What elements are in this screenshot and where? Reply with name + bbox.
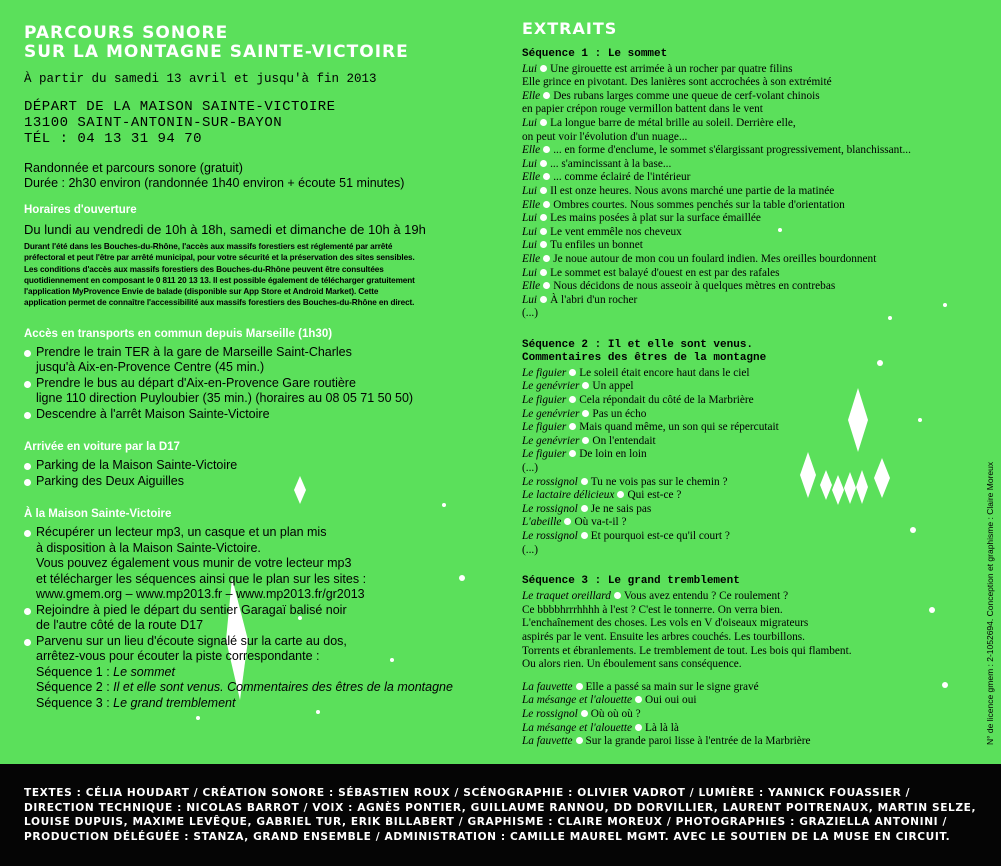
bullet-dot-icon <box>564 518 571 525</box>
speaker-name: La mésange et l'alouette <box>522 694 633 707</box>
credits-line: DIRECTION TECHNIQUE : NICOLAS BARROT / VOIX : AGNÈS PONTIER, GUILLAUME RANNOU, DD DORVILLIER, LAURENT POITRENAUX, MARTIN SELZE, <box>24 801 977 814</box>
dialogue-text: Ombres courtes. Nous sommes penchés sur la table d'orientation <box>553 198 845 211</box>
car-title: Arrivée en voiture par la D17 <box>24 441 180 454</box>
dialogue-text: Une girouette est arrimée à un rocher par quatre filins <box>550 62 793 75</box>
dialogue-line <box>522 294 962 308</box>
dialogue-line <box>522 90 962 104</box>
speaker-name: Lui <box>522 293 538 306</box>
dialogue-line <box>522 117 962 131</box>
horaires-title: Horaires d'ouverture <box>24 204 137 216</box>
dialogue-text: en papier crépon rouge vermillon battent dans le vent <box>522 103 763 116</box>
transport-section <box>24 327 504 423</box>
bullet-dot-icon <box>543 173 550 180</box>
bullet-dot-icon <box>635 696 642 703</box>
dialogue-line <box>522 503 962 517</box>
car-section <box>24 440 504 489</box>
websites-text: www.gmem.org – www.mp2013.fr – www.mp2013.fr/gr2013 <box>36 587 365 602</box>
dialogue-text: aspirés par le vent. Ensuite les arbres couchés. Les tourbillons. <box>522 630 805 643</box>
sequence-item: Séquence 1 : Le sommet <box>36 664 175 679</box>
main-title <box>24 24 504 62</box>
dialogue-line <box>522 63 962 77</box>
bullet-dot-icon <box>569 423 576 430</box>
address-line-2: 13100 SAINT-ANTONIN-SUR-BAYON <box>24 115 283 131</box>
dialogue-text: L'enchaînement des choses. Les vols en V d'oiseaux migrateurs <box>522 617 809 630</box>
speaker-name: Le rossignol <box>522 707 578 720</box>
dialogue-text: ... en forme d'enclume, le sommet s'élargissant progressivement, blanchissant... <box>553 144 911 157</box>
speaker-name: Le figuier <box>522 448 567 461</box>
bullet-dot-icon <box>540 228 547 235</box>
speaker-name: Elle <box>522 198 541 211</box>
dialogue-line <box>522 185 962 199</box>
sequence-3-lines <box>522 590 962 672</box>
speaker-name: Le rossignol <box>522 502 578 515</box>
dialogue-text: Là là là <box>645 721 679 734</box>
notice-line: quotidiennement en composant le 0 811 20 13 13. Il est possible également de télécharger gratuitement <box>24 275 415 285</box>
speaker-name: Lui <box>522 184 538 197</box>
bullet-dot-icon <box>582 410 589 417</box>
credits-line: PRODUCTION DÉLÉGUÉE : STANZA, GRAND ENSEMBLE / ADMINISTRATION : CAMILLE MAUREL MGMT. AVEC LE SOUTIEN DE LA MUSE EN CIRCUIT. <box>24 830 951 843</box>
sequence-item: Séquence 2 : Il et elle sont venus. Commentaires des êtres de la montagne <box>36 680 453 695</box>
address-block <box>24 99 504 147</box>
dialogue-line <box>522 708 962 722</box>
speaker-name: Le genévrier <box>522 407 580 420</box>
sequence-item: Séquence 3 : Le grand tremblement <box>36 695 236 710</box>
horaires-section <box>24 203 504 309</box>
list-item: Parking de la Maison Sainte-Victoire <box>24 458 504 474</box>
dialogue-text: on peut voir l'évolution d'un nuage... <box>522 130 688 143</box>
dialogue-text: Je ne sais pas <box>590 502 652 515</box>
credits-line: TEXTES : CÉLIA HOUDART / CRÉATION SONORE : SÉBASTIEN ROUX / SCÉNOGRAPHIE : OLIVIER VADROT / LUMIÈRE : YANNICK FOUASSIER / <box>24 787 911 799</box>
dialogue-text: ... s'amincissant à la base... <box>550 157 672 170</box>
dialogue-text: Un appel <box>592 380 634 393</box>
speaker-name: Lui <box>522 157 538 170</box>
horaires-main: Du lundi au vendredi de 10h à 18h, samedi et dimanche de 10h à 19h <box>24 222 426 237</box>
dialogue-text: Tu ne vois pas sur le chemin ? <box>590 475 728 488</box>
dialogue-line <box>522 307 962 321</box>
bullet-dot-icon <box>581 710 588 717</box>
dialogue-line <box>522 604 962 618</box>
speaker-name: Le lactaire délicieux <box>522 489 615 502</box>
list-item: Rejoindre à pied le départ du sentier Garagaï balisé noir de l'autre côté de la route D17 <box>24 603 504 634</box>
rando-line-1: Randonnée et parcours sonore (gratuit) <box>24 161 243 175</box>
notice-line: Les conditions d'accès aux massifs forestiers des Bouches-du-Rhône peuvent être consultées <box>24 264 384 274</box>
speaker-name: Lui <box>522 225 538 238</box>
dialogue-text: Les mains posées à plat sur la surface émaillée <box>550 212 761 225</box>
dialogue-line <box>522 544 962 558</box>
dialogue-line <box>522 367 962 381</box>
dialogue-text: Vous avez entendu ? Ce roulement ? <box>623 590 789 603</box>
dialogue-text: Et pourquoi est-ce qu'il court ? <box>590 530 730 542</box>
bullet-dot-icon <box>540 296 547 303</box>
dialogue-line <box>522 631 962 645</box>
speaker-name: La fauvette <box>522 680 573 693</box>
list-item: Parvenu sur un lieu d'écoute signalé sur la carte au dos, arrêtez-vous pour écouter la piste correspondante : <box>24 634 504 665</box>
bullet-dot-icon <box>581 478 588 485</box>
dialogue-text: De loin en loin <box>579 448 647 461</box>
speaker-name: Le traquet oreillard <box>522 590 611 603</box>
dialogue-text: Le sommet est balayé d'ouest en est par des rafales <box>550 266 780 279</box>
dialogue-line <box>522 131 962 145</box>
dialogue-line <box>522 144 962 158</box>
dialogue-line <box>522 76 962 90</box>
bullet-dot-icon <box>543 92 550 99</box>
sequence-3-heading: Séquence 3 : Le grand tremblement <box>522 575 740 588</box>
dialogue-text: Pas un écho <box>592 407 647 420</box>
credits-line: LOUISE DUPUIS, MAXIME LEVÊQUE, GABRIEL TUR, ERIK BILLABERT / GRAPHISME : CLAIRE MOREUX / PHOTOGRAPHIES : GRAZIELLA ANTONINI / <box>24 816 947 829</box>
dialogue-text: Mais quand même, un son qui se répercutait <box>579 421 779 434</box>
speaker-name: Lui <box>522 266 538 279</box>
dialogue-text: Torrents et ébranlements. Le tremblement de tout. Les bois qui flambent. <box>522 644 852 657</box>
speaker-name: Le figuier <box>522 366 567 379</box>
dialogue-line <box>522 394 962 408</box>
dialogue-text: Ou alors rien. Un éboulement sans conséquence. <box>522 658 742 671</box>
dialogue-line <box>522 421 962 435</box>
dialogue-text: Où où où ? <box>590 707 641 720</box>
bullet-dot-icon <box>581 505 588 512</box>
dialogue-line <box>522 408 962 422</box>
dialogue-text: (...) <box>522 543 538 556</box>
right-column <box>522 19 962 749</box>
dialogue-line <box>522 617 962 631</box>
dialogue-line <box>522 199 962 213</box>
bullet-dot-icon <box>576 737 583 744</box>
car-list <box>24 458 504 489</box>
dialogue-line <box>522 530 962 544</box>
sequence-2-heading: Séquence 2 : Il et elle sont venus. Commentaires des êtres de la montagne <box>522 338 767 364</box>
dialogue-line <box>522 103 962 117</box>
dialogue-line <box>522 239 962 253</box>
speaker-name: Le rossignol <box>522 475 578 488</box>
dialogue-text: Je noue autour de mon cou un foulard indien. Mes oreilles bourdonnent <box>553 252 877 265</box>
dialogue-line <box>522 590 962 604</box>
dialogue-text: Tu enfiles un bonnet <box>550 239 643 252</box>
bullet-dot-icon <box>582 437 589 444</box>
dialogue-line <box>522 253 962 267</box>
bullet-dot-icon <box>540 187 547 194</box>
speaker-name: L'abeille <box>522 516 562 529</box>
sequence-list <box>24 665 504 712</box>
dialogue-text: Le soleil était encore haut dans le ciel <box>579 366 750 379</box>
dialogue-text: Des rubans larges comme une queue de cerf-volant chinois <box>553 89 820 102</box>
bullet-dot-icon <box>540 269 547 276</box>
dialogue-text: Elle grince en pivotant. Des lanières sont accrochées à son extrémité <box>522 76 832 89</box>
bullet-dot-icon <box>576 683 583 690</box>
bullet-dot-icon <box>540 214 547 221</box>
list-item: Descendre à l'arrêt Maison Sainte-Victoire <box>24 407 504 423</box>
date-text: À partir du samedi 13 avril et jusqu'à fin 2013 <box>24 72 377 86</box>
title-line-1: PARCOURS SONORE <box>24 23 229 43</box>
list-item: Prendre le bus au départ d'Aix-en-Provence Gare routière ligne 110 direction Puyloubier (35 min.) (horaires au 08 05 71 50 50) <box>24 376 504 407</box>
bullet-dot-icon <box>617 491 624 498</box>
list-item: Prendre le train TER à la gare de Marseille Saint-Charles jusqu'à Aix-en-Provence Centre (45 min.) <box>24 345 504 376</box>
notice-line: application permet de connaître l'accessibilité aux massifs forestiers des Bouches-du-Rhône en direct. <box>24 298 415 308</box>
dialogue-line <box>522 448 962 462</box>
dialogue-line <box>522 735 962 749</box>
dialogue-text: On l'entendait <box>592 434 656 447</box>
dialogue-text: Elle a passé sa main sur le signe gravé <box>585 680 759 693</box>
speaker-name: Elle <box>522 280 541 293</box>
speaker-name: Elle <box>522 252 541 265</box>
speaker-name: Le figuier <box>522 394 567 407</box>
maison-title: À la Maison Sainte-Victoire <box>24 508 172 521</box>
license-text: N° de licence gmem : 2-1052694. Conception et graphisme : Claire Moreux <box>985 461 995 745</box>
sequence-3b-lines <box>522 681 962 749</box>
dialogue-line <box>522 645 962 659</box>
notice-line: l'application MyProvence Envie de balade (disponible sur App Store et Android Market). Cette <box>24 287 379 297</box>
transport-title: Accès en transports en commun depuis Marseille (1h30) <box>24 327 333 340</box>
list-item: Récupérer un lecteur mp3, un casque et un plan mis à disposition à la Maison Sainte-Victoire. Vous pouvez également vous munir de votre lecteur mp3 et télécharger les séquences ainsi que le plan sur les sites : www.gmem.org – www.mp2013.fr – www.mp2013.fr/gr2013 <box>24 525 504 603</box>
list-item: Parking des Deux Aiguilles <box>24 474 504 490</box>
dialogue-text: Où va-t-il ? <box>574 516 627 529</box>
dialogue-line <box>522 158 962 172</box>
phone-number: TÉL : 04 13 31 94 70 <box>24 131 203 147</box>
sequence-1-lines <box>522 63 962 321</box>
dialogue-line <box>522 658 962 672</box>
dialogue-line <box>522 267 962 281</box>
dialogue-text: Le vent emmêle nos cheveux <box>550 225 682 238</box>
speaker-name: Elle <box>522 144 541 157</box>
extraits-title: EXTRAITS <box>522 19 618 38</box>
maison-section <box>24 507 504 711</box>
bullet-dot-icon <box>543 255 550 262</box>
bullet-dot-icon <box>543 146 550 153</box>
dialogue-text: Ce bbbbhrrrhhhh à l'est ? C'est le tonnerre. On verra bien. <box>522 603 783 616</box>
credits-text <box>24 786 984 844</box>
bullet-dot-icon <box>540 65 547 72</box>
speaker-name: Le rossignol <box>522 530 578 542</box>
sequence-1-heading: Séquence 1 : Le sommet <box>522 47 668 60</box>
dialogue-line <box>522 722 962 736</box>
dialogue-line <box>522 489 962 503</box>
speaker-name: Le figuier <box>522 421 567 434</box>
bullet-dot-icon <box>569 450 576 457</box>
dialogue-text: Cela répondait du côté de la Marbrière <box>579 394 754 407</box>
dialogue-line <box>522 226 962 240</box>
bullet-dot-icon <box>569 369 576 376</box>
dialogue-line <box>522 694 962 708</box>
dialogue-text: Qui est-ce ? <box>627 489 682 502</box>
bullet-dot-icon <box>614 592 621 599</box>
dialogue-text: Oui oui oui <box>645 694 697 707</box>
horaires-notice <box>24 241 504 309</box>
dialogue-line <box>522 516 962 530</box>
bullet-dot-icon <box>540 241 547 248</box>
speaker-name: Lui <box>522 212 538 225</box>
dialogue-text: (...) <box>522 307 538 320</box>
speaker-name: Elle <box>522 171 541 184</box>
bullet-dot-icon <box>635 724 642 731</box>
dialogue-line <box>522 681 962 695</box>
rando-line-2: Durée : 2h30 environ (randonnée 1h40 environ + écoute 51 minutes) <box>24 176 405 190</box>
dialogue-text: À l'abri d'un rocher <box>550 293 638 306</box>
rando-info <box>24 161 504 191</box>
dialogue-line <box>522 212 962 226</box>
title-line-2: SUR LA MONTAGNE SAINTE-VICTOIRE <box>24 42 409 62</box>
dialogue-text: Sur la grande paroi lisse à l'entrée de la Marbrière <box>585 735 811 748</box>
dialogue-text: (...) <box>522 462 538 475</box>
speaker-name: Elle <box>522 89 541 102</box>
dialogue-line <box>522 380 962 394</box>
dialogue-line <box>522 171 962 185</box>
speaker-name: Le genévrier <box>522 380 580 393</box>
dialogue-line <box>522 462 962 476</box>
bullet-dot-icon <box>540 119 547 126</box>
dialogue-text: ... comme éclairé de l'intérieur <box>553 171 691 184</box>
speaker-name: Le genévrier <box>522 434 580 447</box>
maison-list <box>24 525 504 665</box>
credits-footer <box>0 764 1001 866</box>
speaker-name: Lui <box>522 116 538 129</box>
bullet-dot-icon <box>582 382 589 389</box>
bullet-dot-icon <box>543 282 550 289</box>
dialogue-text: Il est onze heures. Nous avons marché une partie de la matinée <box>550 184 835 197</box>
bullet-dot-icon <box>569 396 576 403</box>
speaker-name: La mésange et l'alouette <box>522 721 633 734</box>
bullet-dot-icon <box>543 201 550 208</box>
bullet-dot-icon <box>581 532 588 539</box>
bullet-dot-icon <box>540 160 547 167</box>
transport-list <box>24 345 504 423</box>
dialogue-text: Nous décidons de nous asseoir à quelques mètres en contrebas <box>553 280 836 293</box>
notice-line: préfectoral et peut l'être par arrêté municipal, pour votre sécurité et la préservation des sites sensibles. <box>24 253 415 263</box>
dialogue-line <box>522 435 962 449</box>
speaker-name: La fauvette <box>522 735 573 748</box>
speaker-name: Lui <box>522 62 538 75</box>
dialogue-line <box>522 476 962 490</box>
speaker-name: Lui <box>522 239 538 252</box>
left-column <box>24 22 504 711</box>
sequence-2-lines <box>522 367 962 557</box>
address-line-1: DÉPART DE LA MAISON SAINTE-VICTOIRE <box>24 99 336 115</box>
dialogue-text: La longue barre de métal brille au soleil. Derrière elle, <box>550 116 796 129</box>
notice-line: Durant l'été dans les Bouches-du-Rhône, l'accès aux massifs forestiers est réglementé par arrêté <box>24 242 393 251</box>
dialogue-line <box>522 280 962 294</box>
